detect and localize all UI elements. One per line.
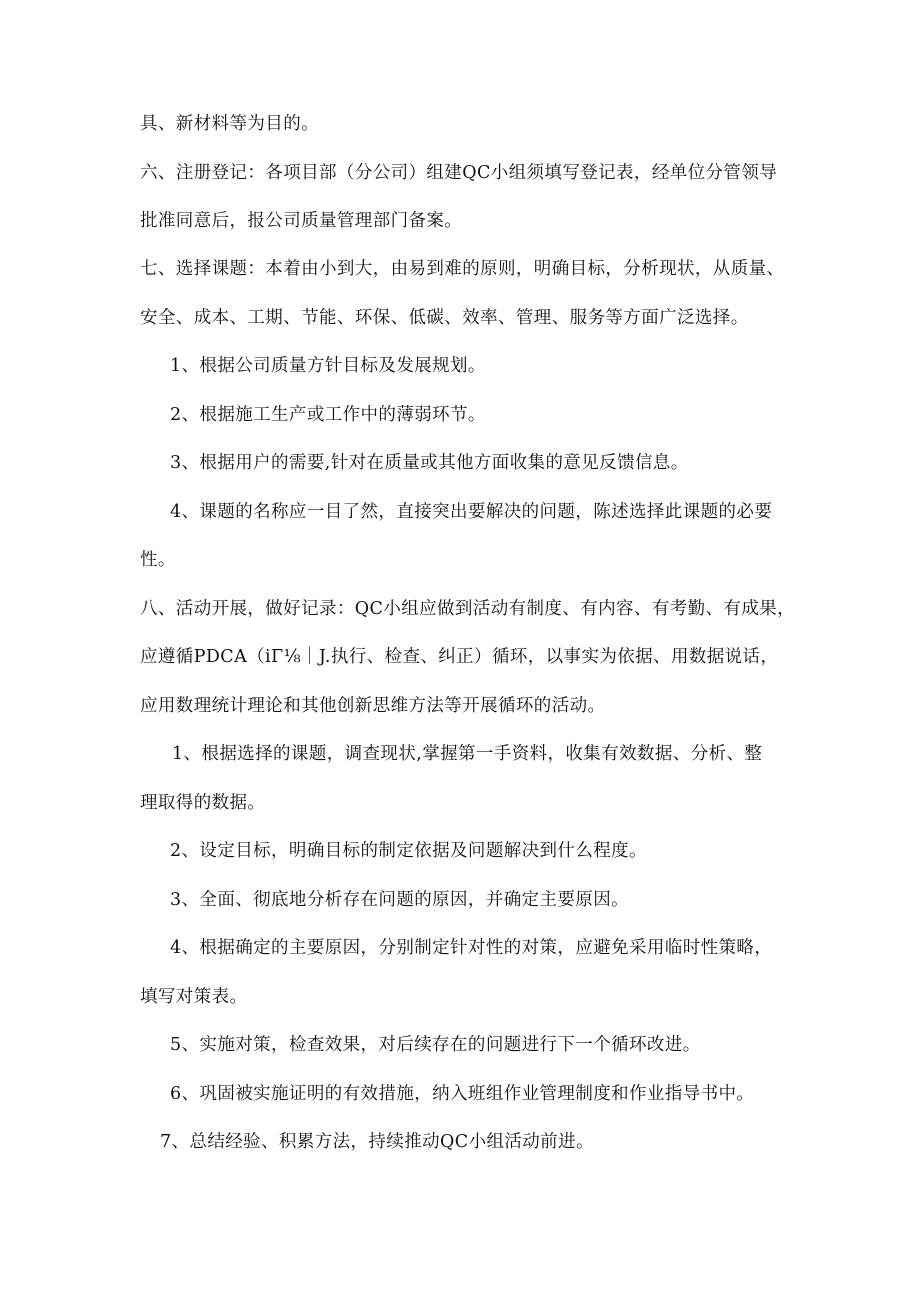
list-item-8-4: 4、根据确定的主要原因，分别制定针对性的对策，应避免采用临时性策略， <box>170 938 773 958</box>
list-item-7-2: 2、根据施工生产或工作中的薄弱环节。 <box>170 405 486 425</box>
list-item-7-4: 4、课题的名称应一目了然，直接突出要解决的问题，陈述选择此课题的必要 <box>170 502 773 522</box>
text-line-1: 具、新材料等为目的。 <box>140 114 319 134</box>
section-six-registration: 六、注册登记：各项目部（分公司）组建QC小组须填写登记表，经单位分管领导 <box>140 163 778 183</box>
list-item-8-6: 6、巩固被实施证明的有效措施，纳入班组作业管理制度和作业指导书中。 <box>170 1084 755 1104</box>
list-item-8-1: 1、根据选择的课题，调查现状,掌握第一手资料，收集有效数据、分析、整 <box>172 744 763 764</box>
text-line-5: 安全、成本、工期、节能、环保、低碳、效率、管理、服务等方面广泛选择。 <box>140 308 749 328</box>
list-item-8-2: 2、设定目标，明确目标的制定依据及问题解决到什么程度。 <box>170 841 647 861</box>
list-item-7-3: 3、根据用户的需要,针对在质量或其他方面收集的意见反馈信息。 <box>170 453 689 473</box>
section-eight-activities: 八、活动开展，做好记录：QC小组应做到活动有制度、有内容、有考勤、有成果， <box>140 599 796 619</box>
section-seven-topic-selection: 七、选择课题：本着由小到大，由易到难的原则，明确目标，分析现状，从质量、 <box>140 259 785 279</box>
list-item-8-7: 7、总结经验、积累方法，持续推动QC小组活动前进。 <box>160 1132 594 1152</box>
list-item-8-5: 5、实施对策，检查效果，对后续存在的问题进行下一个循环改进。 <box>170 1035 701 1055</box>
list-item-7-1: 1、根据公司质量方针目标及发展规划。 <box>170 356 486 376</box>
text-line-10: 性。 <box>140 550 176 570</box>
text-line-3: 批准同意后，报公司质量管理部门备案。 <box>140 211 463 231</box>
text-line-19: 填写对策表。 <box>140 987 248 1007</box>
text-line-12: 应遵循PDCA（iΓ⅛｜J.执行、检查、纠正）循环，以事实为依据、用数据说话， <box>140 647 779 667</box>
list-item-8-3: 3、全面、彻底地分析存在问题的原因，并确定主要原因。 <box>170 890 630 910</box>
text-line-13: 应用数理统计理论和其他创新思维方法等开展循环的活动。 <box>140 696 606 716</box>
text-line-15: 理取得的数据。 <box>140 793 266 813</box>
